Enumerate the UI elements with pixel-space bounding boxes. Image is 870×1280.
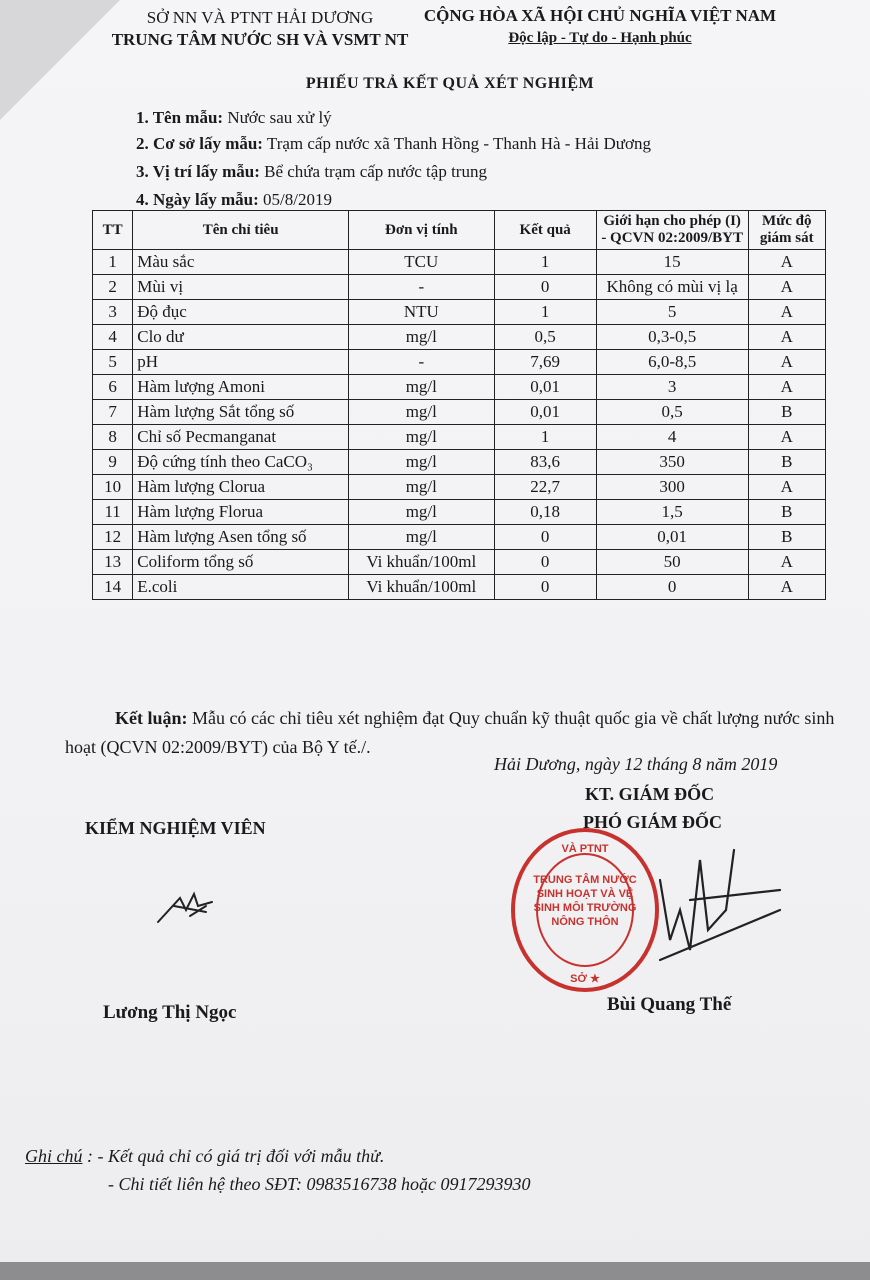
cell-level: B: [748, 450, 825, 475]
cell-level: A: [748, 350, 825, 375]
cell-unit: -: [349, 275, 495, 300]
inspector-title: KIỂM NGHIỆM VIÊN: [85, 818, 266, 838]
note-label: Ghi chú: [25, 1146, 83, 1166]
cell-limit: 0,3-0,5: [596, 325, 748, 350]
cell-result: 0: [494, 525, 596, 550]
cell-level: A: [748, 575, 825, 600]
table-surface: [0, 1262, 870, 1280]
sampling-location: 3. Vị trí lấy mẫu: Bể chứa trạm cấp nước tập trung: [136, 162, 487, 181]
agency-line-2: TRUNG TÂM NƯỚC SH VÀ VSMT NT: [111, 30, 409, 49]
cell-result: 0: [494, 575, 596, 600]
cell-result: 7,69: [494, 350, 596, 375]
cell-limit: 4: [596, 425, 748, 450]
inspector-name: Lương Thị Ngọc: [103, 1002, 237, 1023]
col-header-limit: Giới hạn cho phép (I) - QCVN 02:2009/BYT: [596, 211, 748, 250]
table-row: [93, 575, 826, 600]
director-signature: [630, 840, 790, 980]
cell-name: Hàm lượng Sắt tổng số: [133, 400, 349, 425]
cell-name: Clo dư: [133, 325, 349, 350]
cell-tt: 13: [93, 550, 133, 575]
cell-result: 0,01: [494, 375, 596, 400]
cell-tt: 2: [93, 275, 133, 300]
table-row: [93, 450, 826, 475]
nation-title: CỘNG HÒA XÃ HỘI CHỦ NGHĨA VIỆT NAM: [423, 6, 777, 25]
cell-limit: 350: [596, 450, 748, 475]
cell-tt: 11: [93, 500, 133, 525]
cell-tt: 14: [93, 575, 133, 600]
cell-level: A: [748, 475, 825, 500]
cell-tt: 10: [93, 475, 133, 500]
col-header-tt: TT: [93, 211, 133, 250]
conclusion-label: Kết luận:: [115, 708, 188, 728]
note-line-1: Ghi chú : - Kết quả chỉ có giá trị đối với mẫu thử.: [25, 1146, 385, 1166]
cell-result: 1: [494, 300, 596, 325]
cell-level: A: [748, 550, 825, 575]
cell-level: A: [748, 275, 825, 300]
cell-limit: 15: [596, 250, 748, 275]
sampling-date: 4. Ngày lấy mẫu: 05/8/2019: [136, 190, 332, 209]
cell-level: A: [748, 250, 825, 275]
cell-tt: 12: [93, 525, 133, 550]
cell-name: E.coli: [133, 575, 349, 600]
cell-result: 22,7: [494, 475, 596, 500]
table-row: [93, 275, 826, 300]
place-date: Hải Dương, ngày 12 tháng 8 năm 2019: [494, 754, 778, 774]
agency-header: [100, 8, 420, 50]
cell-limit: 0,01: [596, 525, 748, 550]
cell-unit: mg/l: [349, 425, 495, 450]
col-header-level: Mức độ giám sát: [748, 211, 825, 250]
agency-line-1: SỞ NN VÀ PTNT HẢI DƯƠNG: [146, 8, 374, 27]
cell-tt: 7: [93, 400, 133, 425]
table-row: [93, 550, 826, 575]
table-row: [93, 425, 826, 450]
cell-unit: NTU: [349, 300, 495, 325]
cell-name: Hàm lượng Clorua: [133, 475, 349, 500]
cell-result: 0: [494, 275, 596, 300]
cell-unit: Vi khuẩn/100ml: [349, 550, 495, 575]
cell-name: pH: [133, 350, 349, 375]
cell-limit: 50: [596, 550, 748, 575]
table-row: [93, 375, 826, 400]
svg-text:SỞ ★: SỞ ★: [570, 973, 600, 985]
cell-level: A: [748, 375, 825, 400]
cell-name: Chỉ số Pecmanganat: [133, 425, 349, 450]
cell-result: 0,01: [494, 400, 596, 425]
cell-limit: 3: [596, 375, 748, 400]
cell-result: 0,5: [494, 325, 596, 350]
cell-unit: mg/l: [349, 325, 495, 350]
cell-name: Độ cứng tính theo CaCO₃: [133, 450, 349, 475]
nation-motto: Độc lập - Tự do - Hạnh phúc: [508, 30, 692, 46]
table-row: [93, 325, 826, 350]
cell-result: 83,6: [494, 450, 596, 475]
document-title: PHIẾU TRẢ KẾT QUẢ XÉT NGHIỆM: [305, 75, 595, 92]
cell-unit: mg/l: [349, 475, 495, 500]
table-row: [93, 400, 826, 425]
col-header-unit: Đơn vị tính: [349, 211, 495, 250]
cell-level: A: [748, 425, 825, 450]
cell-unit: mg/l: [349, 500, 495, 525]
table-row: [93, 525, 826, 550]
cell-unit: mg/l: [349, 450, 495, 475]
table-row: [93, 300, 826, 325]
cell-tt: 8: [93, 425, 133, 450]
cell-unit: mg/l: [349, 400, 495, 425]
cell-level: B: [748, 525, 825, 550]
table-row: [93, 250, 826, 275]
cell-tt: 6: [93, 375, 133, 400]
cell-name: Hàm lượng Amoni: [133, 375, 349, 400]
cell-limit: 0: [596, 575, 748, 600]
cell-name: Mùi vị: [133, 275, 349, 300]
cell-result: 0,18: [494, 500, 596, 525]
cell-name: Hàm lượng Asen tổng số: [133, 525, 349, 550]
sampling-facility: 2. Cơ sở lấy mẫu: Trạm cấp nước xã Thanh Hồng - Thanh Hà - Hải Dương: [136, 134, 651, 153]
cell-level: B: [748, 400, 825, 425]
cell-limit: 300: [596, 475, 748, 500]
cell-tt: 1: [93, 250, 133, 275]
cell-limit: 5: [596, 300, 748, 325]
col-header-result: Kết quả: [494, 211, 596, 250]
cell-tt: 4: [93, 325, 133, 350]
signer-deputy-title: PHÓ GIÁM ĐỐC: [583, 812, 722, 832]
cell-limit: Không có mùi vị lạ: [596, 275, 748, 300]
cell-unit: -: [349, 350, 495, 375]
cell-unit: mg/l: [349, 375, 495, 400]
col-header-name: Tên chỉ tiêu: [133, 211, 349, 250]
table-header-row: [93, 211, 826, 250]
cell-tt: 9: [93, 450, 133, 475]
table-row: [93, 350, 826, 375]
cell-name: Độ đục: [133, 300, 349, 325]
svg-text:VÀ PTNT: VÀ PTNT: [561, 843, 609, 855]
cell-name: Hàm lượng Florua: [133, 500, 349, 525]
sample-name: 1. Tên mẫu: Nước sau xử lý: [136, 108, 332, 127]
conclusion-text: Mẫu có các chỉ tiêu xét nghiệm đạt Quy chuẩn kỹ thuật quốc gia về chất lượng nước sinh hoạt (QCVN 02:2009/BYT) của Bộ Y tế./.: [65, 708, 835, 757]
cell-level: B: [748, 500, 825, 525]
stamp-center-text: TRUNG TÂM NƯỚC SINH HOẠT VÀ VỆ SINH MÔI TRƯỜNG NÔNG THÔN: [533, 874, 637, 928]
cell-limit: 1,5: [596, 500, 748, 525]
note-line-2: - Chi tiết liên hệ theo SĐT: 0983516738 hoặc 0917293930: [108, 1174, 531, 1194]
cell-unit: mg/l: [349, 525, 495, 550]
cell-result: 0: [494, 550, 596, 575]
table-row: [93, 475, 826, 500]
cell-result: 1: [494, 250, 596, 275]
nation-header: [410, 6, 790, 47]
cell-limit: 0,5: [596, 400, 748, 425]
cell-limit: 6,0-8,5: [596, 350, 748, 375]
cell-name: Coliform tổng số: [133, 550, 349, 575]
cell-name: Màu sắc: [133, 250, 349, 275]
cell-unit: TCU: [349, 250, 495, 275]
results-table: [92, 210, 826, 600]
deputy-name: Bùi Quang Thế: [607, 994, 732, 1015]
cell-unit: Vi khuẩn/100ml: [349, 575, 495, 600]
cell-result: 1: [494, 425, 596, 450]
table-row: [93, 500, 826, 525]
cell-tt: 5: [93, 350, 133, 375]
cell-level: A: [748, 325, 825, 350]
cell-tt: 3: [93, 300, 133, 325]
inspector-signature: [150, 880, 220, 930]
cell-level: A: [748, 300, 825, 325]
signer-kt-title: KT. GIÁM ĐỐC: [585, 784, 715, 804]
